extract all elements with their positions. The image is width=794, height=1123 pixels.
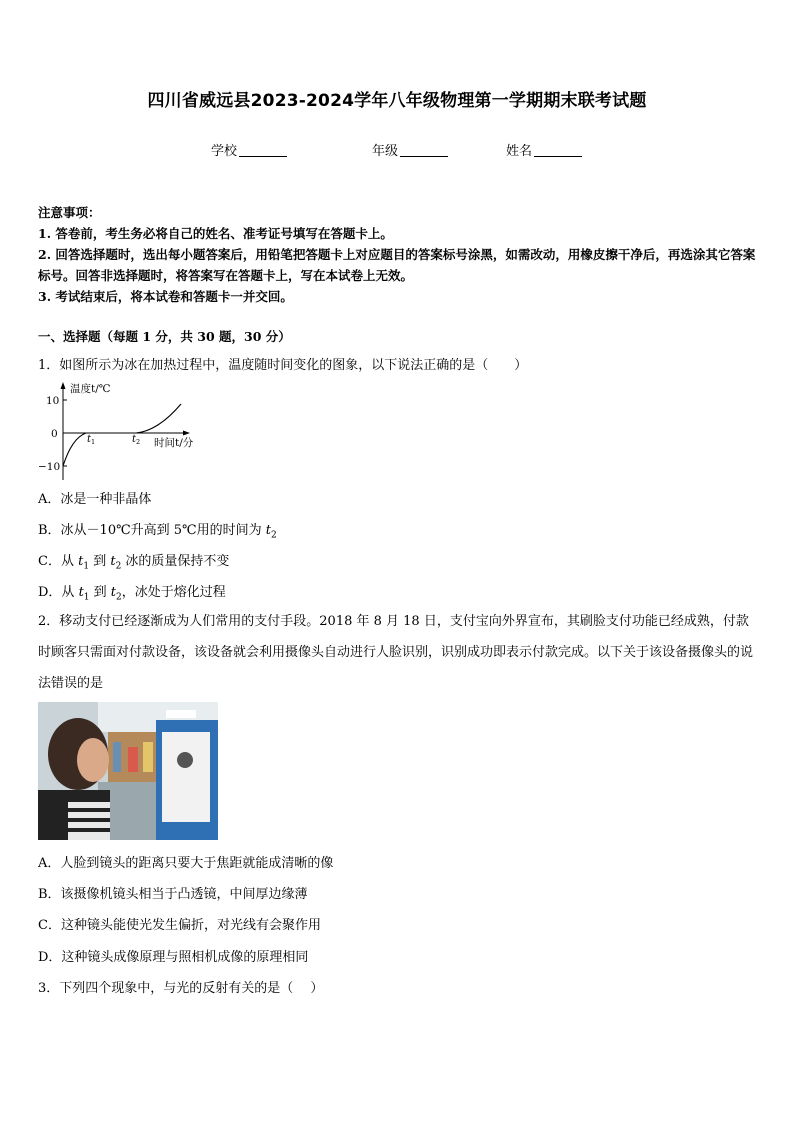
notice-block: [38, 202, 758, 307]
q2-option-c: C．这种镜头能使光发生偏折，对光线有会聚作用: [38, 918, 321, 933]
grade-label: 年级: [372, 144, 399, 159]
q1-option-c-mid: 到: [89, 554, 111, 569]
q1-option-d-var2: t: [110, 585, 117, 600]
q1-option-d: [38, 581, 226, 603]
t2-label: t: [132, 434, 137, 445]
t1-subscript: 1: [91, 438, 96, 446]
woman-face: [77, 738, 109, 782]
t2-subscript: 2: [136, 438, 141, 446]
school-field: [211, 140, 287, 159]
question-1-stem: 1．如图所示为冰在加热过程中，温度随时间变化的图象，以下说法正确的是（ ）: [38, 358, 528, 373]
q1-option-c-sub1: 1: [83, 561, 90, 572]
shelf-item: [143, 742, 153, 772]
section-heading: 一、选择题（每题 1 分，共 30 题，30 分）: [38, 329, 291, 344]
y-axis-arrow: [61, 382, 66, 389]
q1-option-d-pre: D．从: [38, 585, 79, 600]
grade-field: [372, 140, 448, 159]
q1-option-b-var: t: [265, 523, 271, 538]
q1-option-d-post: ，冰处于熔化过程: [121, 585, 226, 600]
face-preview: [177, 752, 193, 768]
stripe: [68, 808, 110, 812]
q2-option-d: D．这种镜头成像原理与照相机成像的原理相同: [38, 950, 309, 965]
q1-option-d-var1: t: [78, 585, 84, 600]
q1-option-d-sub1: 1: [83, 592, 90, 603]
y-tick-neg10: −10: [38, 461, 61, 473]
notice-item: 1. 答卷前，考生务必将自己的姓名、准考证号填写在答题卡上。: [38, 226, 393, 241]
question-3-stem: 3．下列四个现象中，与光的反射有关的是（ ）: [38, 981, 324, 996]
face-payment-photo: [38, 702, 218, 840]
q2-option-a: A．人脸到镜头的距离只要大于焦距就能成清晰的像: [38, 856, 334, 871]
y-axis-label: 温度t/℃: [70, 383, 111, 395]
q1-option-a: A．冰是一种非晶体: [38, 492, 152, 507]
name-blank: [534, 144, 582, 157]
stripe: [68, 818, 110, 822]
question-2-stem: 2．移动支付已经逐渐成为人们常用的支付手段。2018 年 8 月 18 日，支付宝向外界宣布，其刷脸支付功能已经成熟，付款时顾客只需面对付款设备，该设备就会利用摄像头自动进行人脸识别，识别成功即表示付款完成。以下关于该设备摄像头的说法错误的是: [38, 614, 754, 691]
q1-option-b: [38, 519, 277, 541]
t1-label: t: [87, 434, 92, 445]
page-title: 四川省威远县2023-2024学年八年级物理第一学期期末联考试题: [147, 91, 647, 111]
q1-option-c-pre: C．从: [38, 554, 79, 569]
notice-item: 2. 回答选择题时，选出每小题答案后，用铅笔把答题卡上对应题目的答案标号涂黑，如需改动，用橡皮擦干净后，再选涂其它答案标号。回答非选择题时，将答案写在答题卡上，写在本试卷上无效。: [38, 247, 756, 283]
notice-heading: 注意事项：: [38, 205, 101, 220]
q1-option-c-var1: t: [78, 554, 84, 569]
y-tick-0: 0: [51, 428, 58, 440]
kiosk-screen: [162, 732, 210, 822]
shelf-item: [128, 747, 138, 772]
x-axis-arrow: [183, 431, 190, 436]
stripe: [68, 828, 110, 832]
q1-option-d-sub2: 2: [116, 592, 122, 603]
temperature-curve: [63, 404, 181, 466]
x-axis-label: 时间t/分: [154, 437, 194, 449]
q1-option-b-text: B．冰从－10℃升高到 5℃用的时间为: [38, 523, 266, 538]
grade-blank: [400, 144, 448, 157]
q2-option-b: B．该摄像机镜头相当于凸透镜，中间厚边缘薄: [38, 887, 308, 902]
q1-option-c-post: 冰的质量保持不变: [121, 554, 230, 569]
shelf-item: [113, 742, 121, 772]
temperature-time-graph: [36, 376, 200, 480]
q1-option-c-var2: t: [110, 554, 116, 569]
q1-option-b-sub: 2: [270, 530, 277, 541]
q1-option-c: [38, 550, 229, 572]
kiosk-sign: [166, 710, 196, 718]
name-field: [506, 140, 582, 159]
notice-item: 3. 考试结束后，将本试卷和答题卡一并交回。: [38, 289, 293, 304]
q1-option-d-mid: 到: [89, 585, 111, 600]
y-tick-10: 10: [46, 395, 60, 407]
name-label: 姓名: [506, 144, 533, 159]
q1-option-c-sub2: 2: [115, 561, 122, 572]
school-label: 学校: [211, 144, 238, 159]
school-blank: [239, 144, 287, 157]
